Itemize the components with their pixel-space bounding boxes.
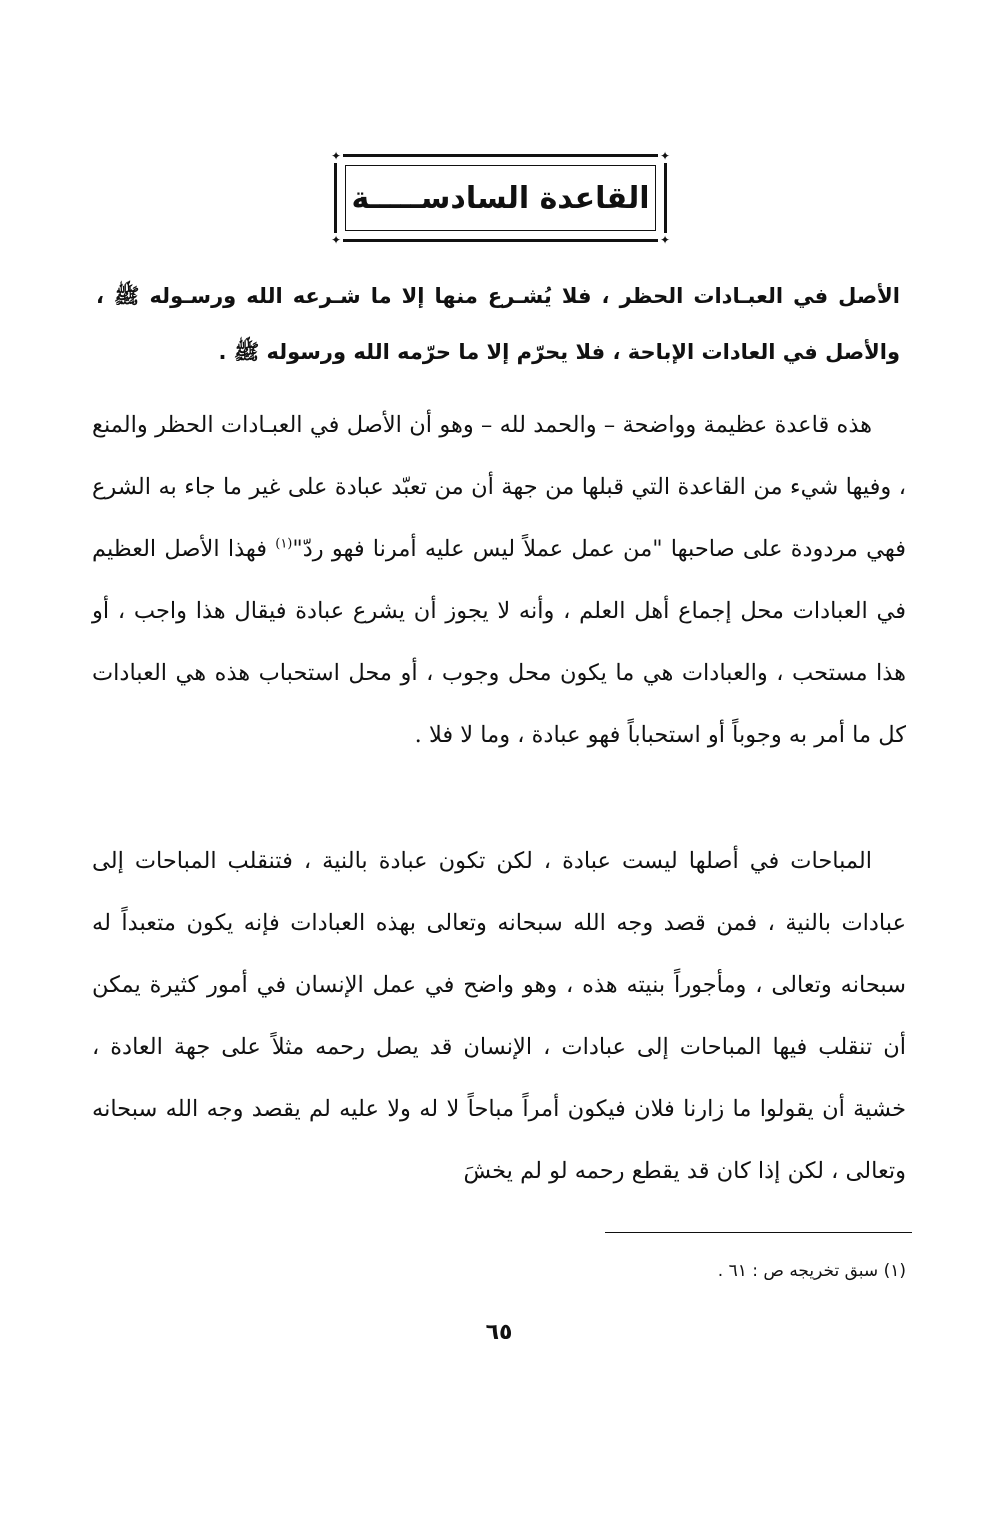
footnote-divider [605,1232,912,1233]
ornament-icon: ✦ [330,233,342,247]
ornament-icon: ✦ [330,149,342,163]
footnote-marker[interactable]: (١) [275,536,293,552]
body-paragraph-1 [92,394,906,766]
rule-statement: الأصل في العبـادات الحظر ، فلا يُشـرع منها إلا ما شـرعه الله ورسـوله ﷺ ، والأصل في العادات الإباحة ، فلا يحرّم إلا ما حرّمه الله ورسوله ﷺ . [96,284,900,364]
paragraph-text: فهذا الأصل العظيم في العبادات محل إجماع أهل العلم ، وأنه لا يجوز أن يشرع عبادة فيقال هذا واجب ، أو هذا مستحب ، والعبادات هي ما يكون محل وجوب ، أو محل استحباب هذه هي العبادات كل ما أمر به وجوباً أو استحباباً فهو عبادة ، وما لا فلا . [92,536,906,748]
chapter-title: القاعدة السادســـــة [351,180,650,216]
chapter-title-inner [345,165,656,231]
footnote: (١) سبق تخريجه ص : ٦١ . [717,1261,906,1281]
ornament-icon: ✦ [659,149,671,163]
ornament-icon: ✦ [659,233,671,247]
chapter-title-frame [330,149,671,247]
body-paragraph-2: المباحات في أصلها ليست عبادة ، لكن تكون عبادة بالنية ، فتنقلب المباحات إلى عبادات بالنية ، فمن قصد وجه الله سبحانه وتعالى بهذه العبادات فإنه يكون متعبداً له سبحانه وتعالى ، ومأجوراً بنيته هذه ، وهو واضح في عمل الإنسان في أمور كثيرة يمكن أن تنقلب فيها المباحات إلى عبادات ، الإنسان قد يصل رحمه مثلاً على جهة العادة ، خشية أن يقولوا ما زارنا فلان فيكون أمراً مباحاً لا له ولا عليه لم يقصد وجه الله سبحانه وتعالى ، لكن إذا كان قد يقطع رحمه لو لم يخشَ [92,848,906,1184]
paragraph-text: هذه قاعدة عظيمة وواضحة – والحمد لله – وهو أن الأصل في العبـادات الحظر والمنع ، وفيها شيء من القاعدة التي قبلها من جهة أن من تعبّد عبادة على غير ما جاء به الشرع فهي مردودة على صاحبها "من عمل عملاً ليس عليه أمرنا فهو ردّ" [92,412,906,562]
page-number: ٦٥ [485,1320,513,1345]
